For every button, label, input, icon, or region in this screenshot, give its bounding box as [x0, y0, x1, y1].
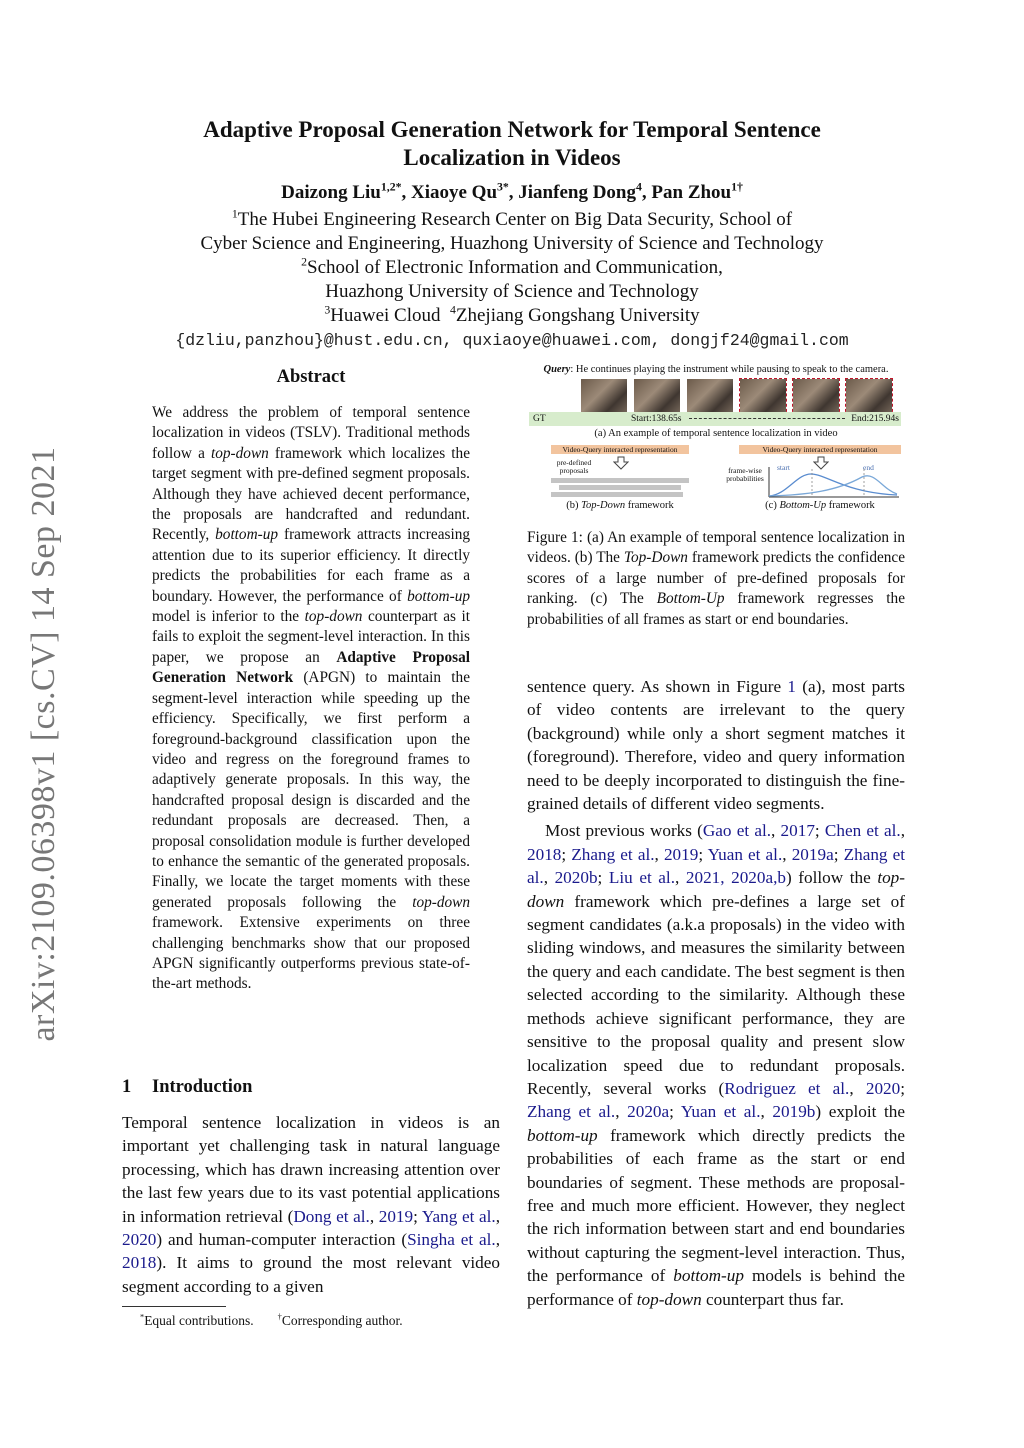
arxiv-sidebar — [18, 418, 70, 1070]
introduction-body: Temporal sentence localization in videos is an important yet challenging task in natural language processing, which has drawn increasing attention over the last few years due to its vast potential applications in information retrieval (Dong et al., 2019; Yang et al., 2020) and human-computer interaction (Singha et al., 2018). It aims to ground the most relevant video segment according to a given — [122, 1113, 500, 1296]
author-emails: {dzliu,panzhou}@hust.edu.cn, quxiaoye@huawei.com, dongjf24@gmail.com — [175, 331, 849, 350]
start-label: start — [777, 463, 790, 472]
span-arrow — [689, 418, 845, 419]
down-arrow-icon — [613, 456, 629, 470]
section-heading-introduction: 1 Introduction — [122, 1077, 253, 1097]
citation-link[interactable]: 2018 — [122, 1253, 157, 1273]
ground-truth-bar: GT Start:138.65s End:215.94s — [529, 412, 901, 426]
paragraph: Most previous works (Gao et al., 2017; Chen et al., 2018; Zhang et al., 2019; Yuan et al., 2019a; Zhang et al., 2020b; Liu et al., 2021, 2020a,b) follow the top-down framework which pre-defines a large set of segment candidates (a.k.a proposals) in the video with sliding windows, and measures the similarity between the query and each candidate. The best segment is then selected according to the similarity. Although these methods achieve significant performance, they are sensitive to the proposal quality and present slow localization speed due to redundant proposals. Recently, several works (Rodriguez et al., 2020; Zhang et al., 2020a; Yuan et al., 2019b) exploit the bottom-up framework which directly predicts the probabilities of each frame as the start or end boundaries of segment. These methods are proposal-free and much more efficient. However, they neglect the rich information between start and end boundaries without capturing the segment-level interaction. Thus, the performance of bottom-up models is behind the performance of top-down counterpart thus far. — [527, 821, 906, 1309]
citation-link[interactable]: Liu et al. — [608, 868, 675, 888]
interaction-bar: Video-Query interacted representation — [739, 445, 901, 454]
citation-link[interactable]: 2019 — [663, 844, 699, 864]
probability-curves — [767, 465, 901, 499]
bottom-up-panel: Video-Query interacted representation frame-wise probabilities start end (c) Bottom-Up framework — [739, 445, 901, 515]
citation-link[interactable]: 2019a — [791, 844, 834, 864]
abstract-body: We address the problem of temporal sentence localization in videos (TSLV). Traditional methods follow a top-down framework which localizes the target segment with pre-defined segment proposals. Although they have achieved decent performance, the proposals are handcrafted and redundant. Recently, bottom-up framework attracts increasing attention due to its superior efficiency. It directly predicts the probabilities for each frame as a boundary. However, the performance of bottom-up model is inferior to the top-down counterpart as it fails to exploit the segment-level interaction. In this paper, we propose an Adaptive Proposal Generation Network (APGN) to maintain the segment-level interaction while speeding up the efficiency. Specifically, we first perform a foreground-background classification upon the video and regress on the foreground frames to adaptively generate proposals. In this way, the handcrafted proposal design is discarded and the redundant proposals are decreased. Then, a proposal consolidation module is further developed to enhance the semantic of the generated proposals. Finally, we locate the target moments with these generated proposals following the top-down framework. Extensive experiments on three challenging benchmarks show that our proposed APGN significantly outperforms previous state-of-the-art methods. — [152, 404, 470, 993]
citation-link[interactable]: Dong et al. — [293, 1206, 370, 1226]
arxiv-id: arXiv:2109.06398v1 [cs.CV] 14 Sep 2021 — [25, 446, 62, 1042]
citation-link[interactable]: Chen et al. — [824, 821, 901, 841]
right-column-body — [527, 675, 905, 1315]
footnote-rule — [122, 1306, 226, 1307]
citation-link[interactable]: 2020 — [865, 1078, 901, 1098]
video-frame-foreground — [846, 379, 892, 416]
citation-link[interactable]: Rodriguez et al. — [724, 1078, 850, 1098]
citation-link[interactable]: Yang et al. — [421, 1206, 496, 1226]
figure-1-caption: Figure 1: (a) An example of temporal sentence localization in videos. (b) The Top-Down framework predicts the confidence scores of a large number of pre-defined proposals for ranking. (c) The Bottom-Up framework regresses the probabilities of all frames as start or end boundaries. — [527, 529, 905, 628]
citation-link[interactable]: 2020b — [554, 868, 598, 888]
figure-ref-link[interactable]: 1 — [787, 677, 796, 696]
video-frame-foreground — [793, 379, 839, 416]
citation-link[interactable]: 2019 — [378, 1206, 414, 1226]
citation-link[interactable]: Zhang et al. — [571, 844, 655, 864]
footnotes: *Equal contributions. †Corresponding author. — [140, 1312, 403, 1328]
proposal-bar — [551, 492, 683, 497]
citation-link[interactable]: Zhang et al. — [527, 1102, 616, 1122]
citation-link[interactable]: Yuan et al. — [680, 1102, 761, 1122]
interaction-bar: Video-Query interacted representation — [551, 445, 689, 454]
figure-query: Query: He continues playing the instrument while pausing to speak to the camera. — [543, 364, 889, 375]
citation-link[interactable]: 2019b — [772, 1102, 816, 1122]
subfigure-caption-b: (b) Top-Down framework — [566, 500, 674, 511]
citation-link[interactable]: 2021, 2020a,b — [685, 868, 787, 888]
citation-link[interactable]: 2018 — [527, 844, 562, 864]
proposal-bar — [559, 485, 681, 490]
paper-title: Adaptive Proposal Generation Network for Temporal Sentence Localization in Videos — [203, 117, 821, 170]
subfigure-caption-c: (c) Bottom-Up framework — [765, 500, 875, 511]
video-frame — [581, 379, 627, 416]
video-frame-foreground — [740, 379, 786, 416]
end-label: end — [863, 463, 874, 472]
citation-link[interactable]: 2020a — [627, 1102, 670, 1122]
citation-link[interactable]: Yuan et al. — [707, 844, 783, 864]
video-frame — [687, 379, 733, 416]
abstract-heading: Abstract — [276, 367, 346, 387]
author-list: Daizong Liu$^{1,2*}$, Xiaoye $Qu^{3*}$, Jianfeng Dong$^4$, Pan Zhou$^{1\dagger}$ — [281, 180, 743, 203]
subfigure-caption-a: (a) An example of temporal sentence localization in video — [594, 428, 838, 439]
video-frame — [634, 379, 680, 416]
citation-link[interactable]: Gao et al. — [702, 821, 772, 841]
proposal-bar — [551, 478, 689, 483]
citation-link[interactable]: Singha et al. — [407, 1230, 496, 1250]
paragraph: sentence query. As shown in Figure 1 (a), most parts of video contents are irrelevant to the query (background) while only a short segment matches it (foreground). Therefore, video and query information need to be deeply incorporated to distinguish the fine-grained details of different video segments. — [527, 677, 905, 814]
citation-link[interactable]: 2017 — [780, 821, 815, 841]
affiliations: $^1$The Hubei Engineering Research Center on Big Data Security, School of Cyber Science and Engineering, Huazhong University of Science and Technology $^2$School of Electronic Information and Communication, Huazhong University of Science and Technology $^3$Huawei Cloud $^4$Zhejiang Gongshang University — [200, 207, 824, 326]
figure-1 — [527, 364, 905, 516]
citation-link[interactable]: Zhang et al. — [527, 844, 906, 888]
top-down-panel: Video-Query interacted representation pre-defined proposals (b) Top-Down framework — [551, 445, 689, 515]
citation-link[interactable]: 2020 — [122, 1230, 157, 1250]
